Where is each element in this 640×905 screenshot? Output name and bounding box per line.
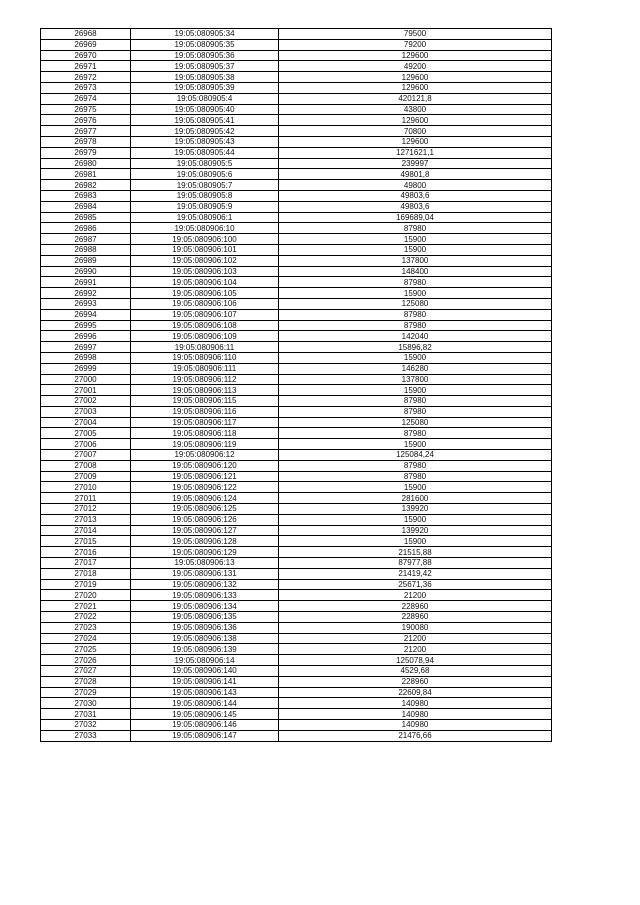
row-number-cell: 26986 bbox=[41, 223, 131, 234]
row-number-cell: 27014 bbox=[41, 525, 131, 536]
table-row bbox=[41, 709, 552, 720]
value-cell: 125078,94 bbox=[279, 655, 552, 666]
value-cell: 228960 bbox=[279, 612, 552, 623]
cadastral-value-table bbox=[40, 28, 552, 742]
row-number-cell: 26984 bbox=[41, 201, 131, 212]
cadastral-number-cell: 19:05:080905:8 bbox=[131, 190, 279, 201]
cadastral-number-cell: 19:05:080906:138 bbox=[131, 633, 279, 644]
value-cell: 420121,8 bbox=[279, 93, 552, 104]
cadastral-number-cell: 19:05:080905:42 bbox=[131, 126, 279, 137]
value-cell: 21200 bbox=[279, 590, 552, 601]
row-number-cell: 26993 bbox=[41, 298, 131, 309]
value-cell: 148400 bbox=[279, 266, 552, 277]
value-cell: 21419,42 bbox=[279, 568, 552, 579]
cadastral-number-cell: 19:05:080906:107 bbox=[131, 309, 279, 320]
value-cell: 1271621,1 bbox=[279, 147, 552, 158]
row-number-cell: 27022 bbox=[41, 612, 131, 623]
table-row bbox=[41, 514, 552, 525]
table-row bbox=[41, 396, 552, 407]
cadastral-number-cell: 19:05:080906:125 bbox=[131, 504, 279, 515]
cadastral-number-cell: 19:05:080905:44 bbox=[131, 147, 279, 158]
value-cell: 21515,88 bbox=[279, 547, 552, 558]
row-number-cell: 26968 bbox=[41, 29, 131, 40]
row-number-cell: 27027 bbox=[41, 666, 131, 677]
value-cell: 87980 bbox=[279, 460, 552, 471]
table-row bbox=[41, 428, 552, 439]
cadastral-number-cell: 19:05:080905:5 bbox=[131, 158, 279, 169]
value-cell: 146280 bbox=[279, 363, 552, 374]
row-number-cell: 27030 bbox=[41, 698, 131, 709]
table-row bbox=[41, 450, 552, 461]
row-number-cell: 27001 bbox=[41, 385, 131, 396]
cadastral-number-cell: 19:05:080906:13 bbox=[131, 558, 279, 569]
table-row bbox=[41, 525, 552, 536]
value-cell: 15896,82 bbox=[279, 342, 552, 353]
value-cell: 139920 bbox=[279, 504, 552, 515]
value-cell: 129600 bbox=[279, 72, 552, 83]
row-number-cell: 26987 bbox=[41, 234, 131, 245]
table-row bbox=[41, 482, 552, 493]
row-number-cell: 27015 bbox=[41, 536, 131, 547]
table-row bbox=[41, 547, 552, 558]
value-cell: 49801,8 bbox=[279, 169, 552, 180]
table-row bbox=[41, 136, 552, 147]
table-row bbox=[41, 363, 552, 374]
cadastral-number-cell: 19:05:080906:124 bbox=[131, 493, 279, 504]
table-row bbox=[41, 39, 552, 50]
value-cell: 87980 bbox=[279, 406, 552, 417]
value-cell: 87980 bbox=[279, 471, 552, 482]
table-row bbox=[41, 277, 552, 288]
row-number-cell: 26969 bbox=[41, 39, 131, 50]
table-row bbox=[41, 29, 552, 40]
table-row bbox=[41, 666, 552, 677]
table-row bbox=[41, 504, 552, 515]
table-row bbox=[41, 698, 552, 709]
cadastral-number-cell: 19:05:080905:9 bbox=[131, 201, 279, 212]
table-row bbox=[41, 180, 552, 191]
row-number-cell: 26988 bbox=[41, 244, 131, 255]
value-cell: 15900 bbox=[279, 439, 552, 450]
cadastral-number-cell: 19:05:080905:40 bbox=[131, 104, 279, 115]
cadastral-number-cell: 19:05:080905:38 bbox=[131, 72, 279, 83]
value-cell: 87980 bbox=[279, 309, 552, 320]
value-cell: 87980 bbox=[279, 396, 552, 407]
cadastral-number-cell: 19:05:080906:126 bbox=[131, 514, 279, 525]
value-cell: 129600 bbox=[279, 115, 552, 126]
row-number-cell: 27010 bbox=[41, 482, 131, 493]
cadastral-number-cell: 19:05:080906:135 bbox=[131, 612, 279, 623]
row-number-cell: 27006 bbox=[41, 439, 131, 450]
cadastral-number-cell: 19:05:080906:143 bbox=[131, 687, 279, 698]
cadastral-number-cell: 19:05:080906:116 bbox=[131, 406, 279, 417]
cadastral-number-cell: 19:05:080906:101 bbox=[131, 244, 279, 255]
table-row bbox=[41, 439, 552, 450]
cadastral-number-cell: 19:05:080906:118 bbox=[131, 428, 279, 439]
value-cell: 142040 bbox=[279, 331, 552, 342]
value-cell: 87980 bbox=[279, 320, 552, 331]
table-body bbox=[41, 29, 552, 742]
row-number-cell: 27031 bbox=[41, 709, 131, 720]
row-number-cell: 27025 bbox=[41, 644, 131, 655]
table-row bbox=[41, 288, 552, 299]
row-number-cell: 26992 bbox=[41, 288, 131, 299]
value-cell: 15900 bbox=[279, 536, 552, 547]
value-cell: 140980 bbox=[279, 720, 552, 731]
cadastral-number-cell: 19:05:080905:35 bbox=[131, 39, 279, 50]
table-row bbox=[41, 601, 552, 612]
value-cell: 22609,84 bbox=[279, 687, 552, 698]
table-row bbox=[41, 417, 552, 428]
value-cell: 169689,04 bbox=[279, 212, 552, 223]
row-number-cell: 26991 bbox=[41, 277, 131, 288]
row-number-cell: 26999 bbox=[41, 363, 131, 374]
row-number-cell: 27007 bbox=[41, 450, 131, 461]
row-number-cell: 26997 bbox=[41, 342, 131, 353]
value-cell: 87980 bbox=[279, 223, 552, 234]
value-cell: 129600 bbox=[279, 50, 552, 61]
cadastral-number-cell: 19:05:080906:110 bbox=[131, 352, 279, 363]
cadastral-number-cell: 19:05:080906:128 bbox=[131, 536, 279, 547]
row-number-cell: 26973 bbox=[41, 82, 131, 93]
cadastral-number-cell: 19:05:080906:14 bbox=[131, 655, 279, 666]
table-row bbox=[41, 568, 552, 579]
row-number-cell: 26989 bbox=[41, 255, 131, 266]
value-cell: 129600 bbox=[279, 136, 552, 147]
cadastral-number-cell: 19:05:080906:136 bbox=[131, 622, 279, 633]
table-row bbox=[41, 223, 552, 234]
table-row bbox=[41, 190, 552, 201]
value-cell: 190080 bbox=[279, 622, 552, 633]
value-cell: 137800 bbox=[279, 374, 552, 385]
cadastral-number-cell: 19:05:080906:115 bbox=[131, 396, 279, 407]
row-number-cell: 27026 bbox=[41, 655, 131, 666]
value-cell: 137800 bbox=[279, 255, 552, 266]
cadastral-number-cell: 19:05:080906:105 bbox=[131, 288, 279, 299]
row-number-cell: 26983 bbox=[41, 190, 131, 201]
cadastral-number-cell: 19:05:080905:4 bbox=[131, 93, 279, 104]
table-row bbox=[41, 406, 552, 417]
cadastral-number-cell: 19:05:080906:102 bbox=[131, 255, 279, 266]
row-number-cell: 26995 bbox=[41, 320, 131, 331]
table-row bbox=[41, 655, 552, 666]
row-number-cell: 27000 bbox=[41, 374, 131, 385]
cadastral-number-cell: 19:05:080906:140 bbox=[131, 666, 279, 677]
row-number-cell: 26981 bbox=[41, 169, 131, 180]
row-number-cell: 27020 bbox=[41, 590, 131, 601]
table-row bbox=[41, 352, 552, 363]
row-number-cell: 26971 bbox=[41, 61, 131, 72]
value-cell: 87980 bbox=[279, 277, 552, 288]
table-row bbox=[41, 536, 552, 547]
table-row bbox=[41, 730, 552, 741]
value-cell: 15900 bbox=[279, 514, 552, 525]
row-number-cell: 27011 bbox=[41, 493, 131, 504]
value-cell: 25671,36 bbox=[279, 579, 552, 590]
value-cell: 43800 bbox=[279, 104, 552, 115]
cadastral-number-cell: 19:05:080906:146 bbox=[131, 720, 279, 731]
value-cell: 49803,6 bbox=[279, 201, 552, 212]
value-cell: 15900 bbox=[279, 244, 552, 255]
value-cell: 125084,24 bbox=[279, 450, 552, 461]
value-cell: 125080 bbox=[279, 417, 552, 428]
table-row bbox=[41, 50, 552, 61]
row-number-cell: 27023 bbox=[41, 622, 131, 633]
row-number-cell: 27003 bbox=[41, 406, 131, 417]
table-row bbox=[41, 342, 552, 353]
row-number-cell: 27016 bbox=[41, 547, 131, 558]
cadastral-number-cell: 19:05:080905:34 bbox=[131, 29, 279, 40]
table-row bbox=[41, 298, 552, 309]
table-row bbox=[41, 212, 552, 223]
value-cell: 15900 bbox=[279, 234, 552, 245]
cadastral-number-cell: 19:05:080906:120 bbox=[131, 460, 279, 471]
row-number-cell: 26998 bbox=[41, 352, 131, 363]
cadastral-number-cell: 19:05:080906:133 bbox=[131, 590, 279, 601]
value-cell: 228960 bbox=[279, 601, 552, 612]
row-number-cell: 26975 bbox=[41, 104, 131, 115]
cadastral-number-cell: 19:05:080906:141 bbox=[131, 676, 279, 687]
value-cell: 140980 bbox=[279, 709, 552, 720]
table-row bbox=[41, 385, 552, 396]
table-row bbox=[41, 201, 552, 212]
cadastral-number-cell: 19:05:080906:104 bbox=[131, 277, 279, 288]
cadastral-number-cell: 19:05:080906:11 bbox=[131, 342, 279, 353]
value-cell: 79200 bbox=[279, 39, 552, 50]
table-row bbox=[41, 720, 552, 731]
value-cell: 79500 bbox=[279, 29, 552, 40]
row-number-cell: 27032 bbox=[41, 720, 131, 731]
row-number-cell: 26979 bbox=[41, 147, 131, 158]
row-number-cell: 27008 bbox=[41, 460, 131, 471]
cadastral-number-cell: 19:05:080906:106 bbox=[131, 298, 279, 309]
row-number-cell: 27017 bbox=[41, 558, 131, 569]
cadastral-number-cell: 19:05:080906:1 bbox=[131, 212, 279, 223]
table-row bbox=[41, 266, 552, 277]
table-row bbox=[41, 644, 552, 655]
cadastral-number-cell: 19:05:080906:122 bbox=[131, 482, 279, 493]
value-cell: 140980 bbox=[279, 698, 552, 709]
table-row bbox=[41, 158, 552, 169]
row-number-cell: 26982 bbox=[41, 180, 131, 191]
table-row bbox=[41, 169, 552, 180]
row-number-cell: 26996 bbox=[41, 331, 131, 342]
table-row bbox=[41, 471, 552, 482]
row-number-cell: 27012 bbox=[41, 504, 131, 515]
row-number-cell: 26985 bbox=[41, 212, 131, 223]
table-row bbox=[41, 320, 552, 331]
row-number-cell: 27005 bbox=[41, 428, 131, 439]
table-row bbox=[41, 331, 552, 342]
table-row bbox=[41, 579, 552, 590]
table-row bbox=[41, 558, 552, 569]
cadastral-number-cell: 19:05:080906:144 bbox=[131, 698, 279, 709]
table-row bbox=[41, 115, 552, 126]
cadastral-number-cell: 19:05:080905:6 bbox=[131, 169, 279, 180]
row-number-cell: 27013 bbox=[41, 514, 131, 525]
value-cell: 4529,68 bbox=[279, 666, 552, 677]
cadastral-number-cell: 19:05:080906:113 bbox=[131, 385, 279, 396]
value-cell: 21200 bbox=[279, 644, 552, 655]
table-row bbox=[41, 126, 552, 137]
value-cell: 87977,88 bbox=[279, 558, 552, 569]
cadastral-number-cell: 19:05:080906:100 bbox=[131, 234, 279, 245]
cadastral-number-cell: 19:05:080906:108 bbox=[131, 320, 279, 331]
table-row bbox=[41, 622, 552, 633]
value-cell: 15900 bbox=[279, 288, 552, 299]
table-row bbox=[41, 72, 552, 83]
value-cell: 239997 bbox=[279, 158, 552, 169]
cadastral-number-cell: 19:05:080906:10 bbox=[131, 223, 279, 234]
table-row bbox=[41, 687, 552, 698]
table-row bbox=[41, 255, 552, 266]
value-cell: 49803,6 bbox=[279, 190, 552, 201]
table-row bbox=[41, 374, 552, 385]
value-cell: 49200 bbox=[279, 61, 552, 72]
row-number-cell: 26976 bbox=[41, 115, 131, 126]
table-row bbox=[41, 82, 552, 93]
row-number-cell: 27002 bbox=[41, 396, 131, 407]
value-cell: 281600 bbox=[279, 493, 552, 504]
cadastral-number-cell: 19:05:080906:111 bbox=[131, 363, 279, 374]
value-cell: 15900 bbox=[279, 482, 552, 493]
cadastral-number-cell: 19:05:080906:134 bbox=[131, 601, 279, 612]
row-number-cell: 27024 bbox=[41, 633, 131, 644]
cadastral-number-cell: 19:05:080906:127 bbox=[131, 525, 279, 536]
value-cell: 70800 bbox=[279, 126, 552, 137]
value-cell: 15900 bbox=[279, 352, 552, 363]
cadastral-number-cell: 19:05:080906:121 bbox=[131, 471, 279, 482]
row-number-cell: 27029 bbox=[41, 687, 131, 698]
row-number-cell: 26978 bbox=[41, 136, 131, 147]
cadastral-number-cell: 19:05:080906:132 bbox=[131, 579, 279, 590]
cadastral-number-cell: 19:05:080905:7 bbox=[131, 180, 279, 191]
row-number-cell: 27028 bbox=[41, 676, 131, 687]
value-cell: 228960 bbox=[279, 676, 552, 687]
table-row bbox=[41, 147, 552, 158]
cadastral-number-cell: 19:05:080906:129 bbox=[131, 547, 279, 558]
value-cell: 15900 bbox=[279, 385, 552, 396]
cadastral-number-cell: 19:05:080905:37 bbox=[131, 61, 279, 72]
row-number-cell: 27018 bbox=[41, 568, 131, 579]
cadastral-number-cell: 19:05:080906:12 bbox=[131, 450, 279, 461]
cadastral-number-cell: 19:05:080905:39 bbox=[131, 82, 279, 93]
cadastral-number-cell: 19:05:080905:36 bbox=[131, 50, 279, 61]
cadastral-number-cell: 19:05:080906:147 bbox=[131, 730, 279, 741]
value-cell: 21476,66 bbox=[279, 730, 552, 741]
cadastral-number-cell: 19:05:080906:103 bbox=[131, 266, 279, 277]
value-cell: 21200 bbox=[279, 633, 552, 644]
table-row bbox=[41, 460, 552, 471]
value-cell: 139920 bbox=[279, 525, 552, 536]
value-cell: 87980 bbox=[279, 428, 552, 439]
value-cell: 129600 bbox=[279, 82, 552, 93]
value-cell: 49800 bbox=[279, 180, 552, 191]
row-number-cell: 26994 bbox=[41, 309, 131, 320]
cadastral-number-cell: 19:05:080905:41 bbox=[131, 115, 279, 126]
cadastral-number-cell: 19:05:080906:119 bbox=[131, 439, 279, 450]
value-cell: 125080 bbox=[279, 298, 552, 309]
row-number-cell: 26977 bbox=[41, 126, 131, 137]
row-number-cell: 27019 bbox=[41, 579, 131, 590]
table-row bbox=[41, 633, 552, 644]
table-row bbox=[41, 234, 552, 245]
table-row bbox=[41, 104, 552, 115]
row-number-cell: 26980 bbox=[41, 158, 131, 169]
row-number-cell: 27021 bbox=[41, 601, 131, 612]
row-number-cell: 27009 bbox=[41, 471, 131, 482]
table-row bbox=[41, 493, 552, 504]
cadastral-number-cell: 19:05:080906:117 bbox=[131, 417, 279, 428]
table-row bbox=[41, 590, 552, 601]
cadastral-number-cell: 19:05:080906:112 bbox=[131, 374, 279, 385]
table-row bbox=[41, 61, 552, 72]
cadastral-number-cell: 19:05:080906:145 bbox=[131, 709, 279, 720]
cadastral-number-cell: 19:05:080906:109 bbox=[131, 331, 279, 342]
table-row bbox=[41, 93, 552, 104]
row-number-cell: 26970 bbox=[41, 50, 131, 61]
row-number-cell: 26972 bbox=[41, 72, 131, 83]
table-row bbox=[41, 676, 552, 687]
row-number-cell: 27033 bbox=[41, 730, 131, 741]
row-number-cell: 26974 bbox=[41, 93, 131, 104]
table-row bbox=[41, 244, 552, 255]
row-number-cell: 26990 bbox=[41, 266, 131, 277]
cadastral-number-cell: 19:05:080905:43 bbox=[131, 136, 279, 147]
table-row bbox=[41, 309, 552, 320]
cadastral-number-cell: 19:05:080906:131 bbox=[131, 568, 279, 579]
table-row bbox=[41, 612, 552, 623]
cadastral-number-cell: 19:05:080906:139 bbox=[131, 644, 279, 655]
row-number-cell: 27004 bbox=[41, 417, 131, 428]
